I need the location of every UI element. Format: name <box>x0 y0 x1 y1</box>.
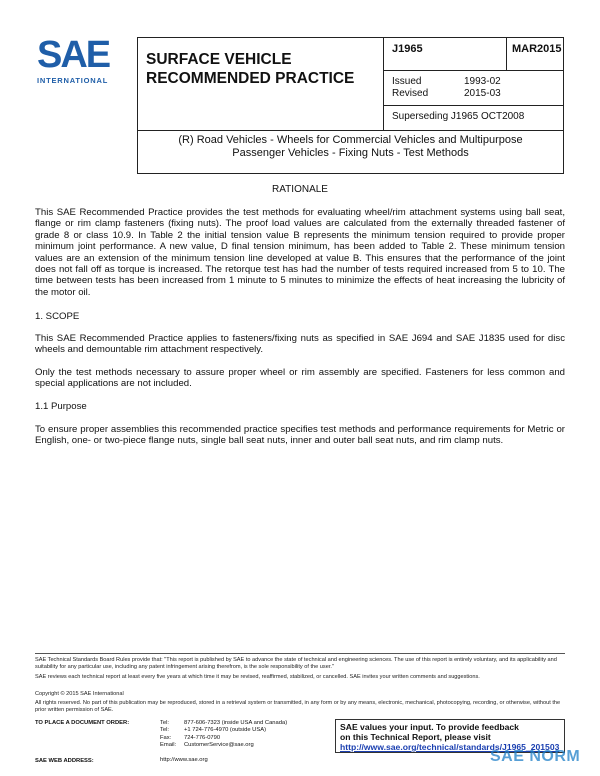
superseding: Superseding J1965 OCT2008 <box>392 111 525 122</box>
purpose-heading: 1.1 Purpose <box>35 401 87 412</box>
web-link[interactable]: http://www.sae.org <box>160 757 208 763</box>
issued-value: 1993-02 <box>464 76 501 87</box>
divider <box>383 105 564 106</box>
logo-letters: SAE <box>37 34 110 76</box>
contact-label: Tel: <box>160 720 170 726</box>
contact-row <box>160 727 330 734</box>
feedback-line1: SAE values your input. To provide feedback <box>340 722 519 732</box>
document-title-line1: (R) Road Vehicles - Wheels for Commercial Vehicles and Multipurpose <box>178 134 523 146</box>
watermark <box>490 748 590 774</box>
contact-list <box>160 720 330 749</box>
sae-logo <box>37 34 113 85</box>
footer-divider <box>35 653 565 654</box>
issued-label: Issued <box>392 76 422 87</box>
divider <box>137 130 564 131</box>
revised-label: Revised <box>392 88 429 99</box>
purpose-text: To ensure proper assemblies this recommended practice specifies test methods and performance requirements for Metric or English, one- or two-piece flange nuts, single ball seat nuts, inner and outer ball seat nuts, and rim clamp nuts. <box>35 424 565 447</box>
rationale-heading: RATIONALE <box>272 184 328 195</box>
divider <box>383 37 384 130</box>
contact-row <box>160 720 330 727</box>
scope-paragraph-1: This SAE Recommended Practice applies to fasteners/fixing nuts as specified in SAE J694 and SAE J1835 used for disc wheels and demountable rim attachment respectively. <box>35 333 565 356</box>
contact-value: 724-776-0790 <box>184 734 221 741</box>
contact-value: +1 724-776-4970 (outside USA) <box>184 727 267 734</box>
scope-heading: 1. SCOPE <box>35 311 80 322</box>
web-label: SAE WEB ADDRESS: <box>35 758 94 764</box>
document-type-line2: RECOMMENDED PRACTICE <box>146 70 355 87</box>
document-type <box>146 50 378 88</box>
document-date: MAR2015 <box>512 43 562 55</box>
document-number: J1965 <box>392 43 423 55</box>
order-label: TO PLACE A DOCUMENT ORDER: <box>35 720 130 726</box>
email-link[interactable]: CustomerService@sae.org <box>184 741 254 748</box>
feedback-link[interactable]: http://www.sae.org/technical/standards/J1965_201503 <box>340 742 560 752</box>
contact-label: Tel: <box>160 727 170 734</box>
contact-label: Email: <box>160 741 177 748</box>
rationale-text: This SAE Recommended Practice provides the test methods for evaluating wheel/rim attachment systems using ball seat, flange or rim clamp fasteners (fixing nuts). The proof load values are calculated from the externally threaded fastener of grade 8 or class 10.9. In Table 2 the initial tension value B represents the minimum tension required to provide proper minimum joint performance. A new value, D final tension minimum, has been added to Table 2. These minimum tension values are an extension of the minimum tension line developed at value B. This ensures that the performance of the joint does not fall off as torque is increased. The retorque test has had the number of tests required increased from 5 to 10. The time between tests has been increased from 1 minute to 5 minutes to minimize the effects of heat increasing the lubricity of the motor oil. <box>35 207 565 298</box>
document-title-line2: Passenger Vehicles - Fixing Nuts - Test Methods <box>232 147 469 159</box>
feedback-line2: on this Technical Report, please visit <box>340 732 491 742</box>
document-type-line1: SURFACE VEHICLE <box>146 51 292 68</box>
revised-value: 2015-03 <box>464 88 501 99</box>
footer-rules: SAE Technical Standards Board Rules provide that: "This report is published by SAE to advance the state of technical and engineering sciences. The use of this report is entirely voluntary, and its applicability and suitability for any particular use, including any patent infringement arising therefrom, is the sole responsibility of the user." <box>35 657 557 670</box>
watermark-text: SAE NORM <box>490 748 581 765</box>
footer-rights: All rights reserved. No part of this publication may be reproduced, stored in a retrieval system or transmitted, in any form or by any means, electronic, mechanical, photocopying, recording, or otherwise, without the prior written permission of SAE. <box>35 700 561 713</box>
footer-review: SAE reviews each technical report at least every five years at which time it may be revised, reaffirmed, stabilized, or cancelled. SAE invites your written comments and suggestions. <box>35 674 480 680</box>
contact-label: Fax: <box>160 734 172 741</box>
divider <box>506 37 507 70</box>
contact-value: 877-606-7323 (inside USA and Canada) <box>184 720 288 726</box>
footer-copyright: Copyright © 2015 SAE International <box>35 691 124 697</box>
divider <box>383 70 564 71</box>
document-title <box>137 134 564 160</box>
scope-paragraph-2: Only the test methods necessary to assure proper wheel or rim assembly are specified. Fasteners for less common and special applications are not included. <box>35 367 565 390</box>
contact-row <box>160 742 330 749</box>
logo-subtitle: INTERNATIONAL <box>37 76 109 85</box>
contact-row <box>160 735 330 742</box>
